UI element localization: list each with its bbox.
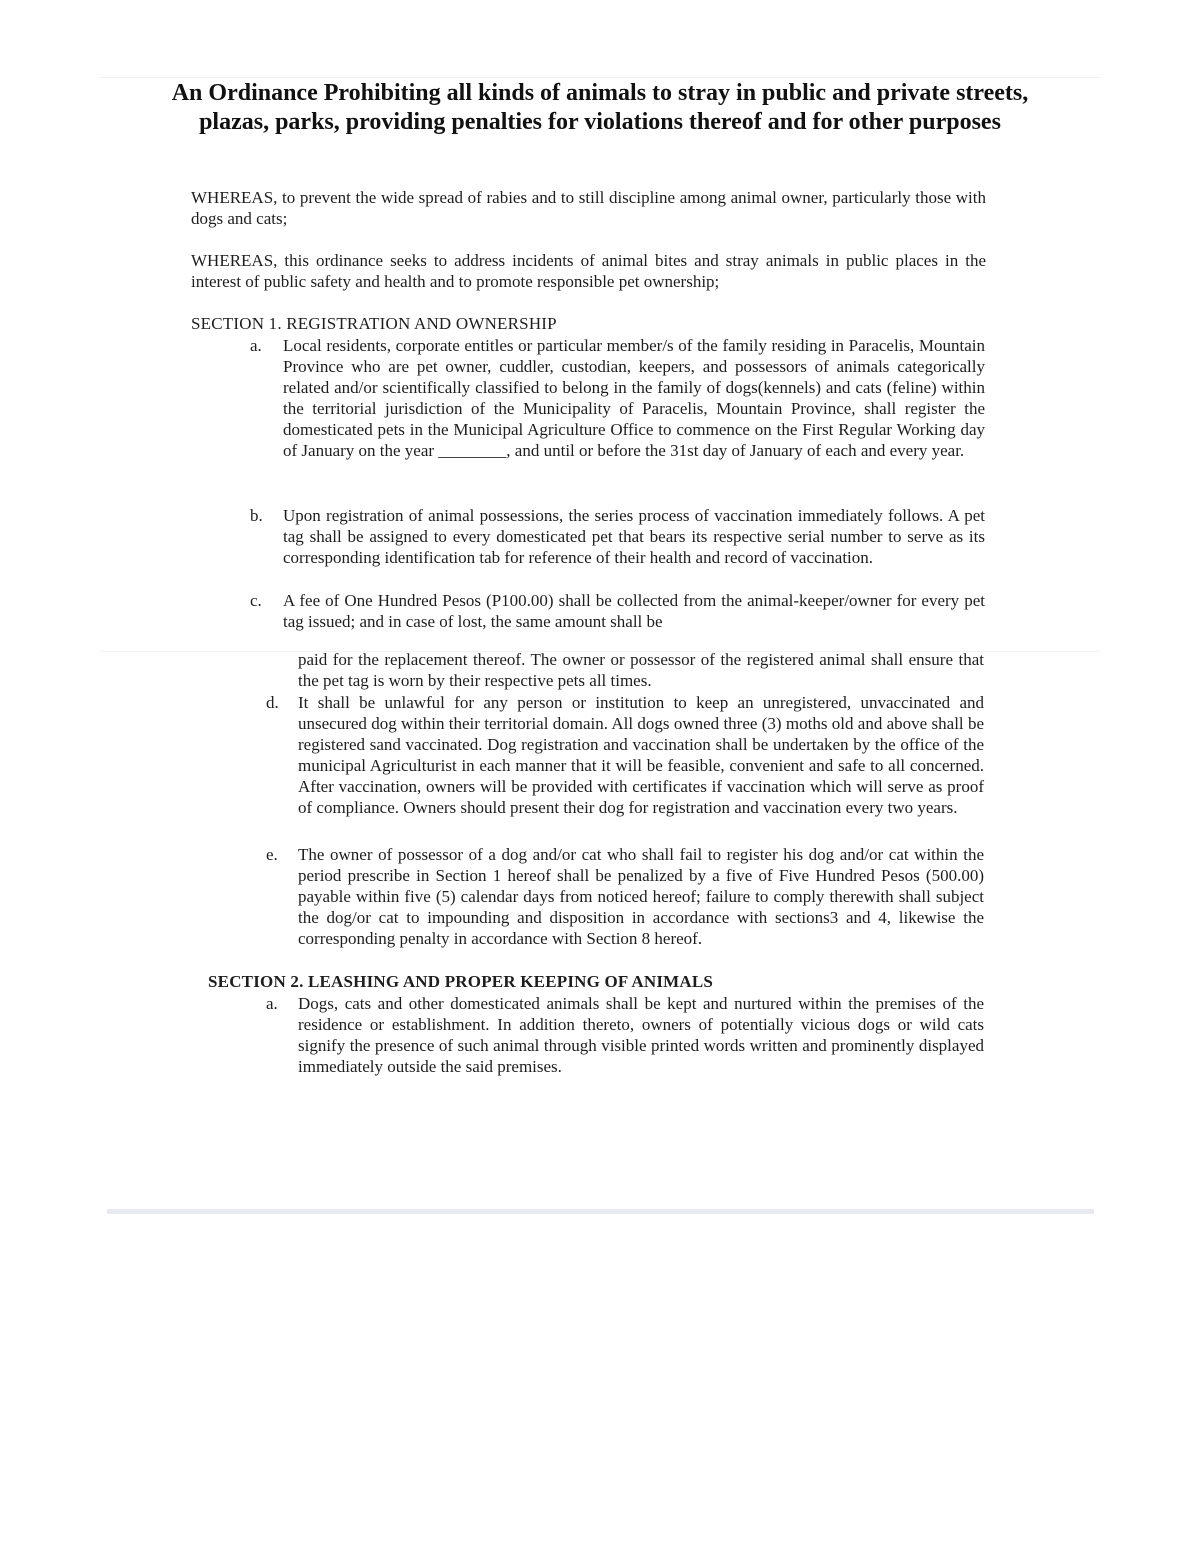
list-marker: a. xyxy=(266,994,278,1013)
list-marker: e. xyxy=(266,845,278,864)
whereas-clause-1: WHEREAS, to prevent the wide spread of rabies and to still discipline among animal owner, particularly those with dogs and cats; xyxy=(191,188,986,228)
list-marker: a. xyxy=(250,336,262,355)
list-marker: b. xyxy=(250,506,263,525)
list-marker: d. xyxy=(266,693,279,712)
list-marker: c. xyxy=(250,591,262,610)
section-2-heading: SECTION 2. LEASHING AND PROPER KEEPING OF ANIMALS xyxy=(208,972,714,991)
list-item-text: Local residents, corporate entitles or particular member/s of the family residing in Paracelis, Mountain Province who are pet owner, cuddler, custodian, keepers, and possessors of animals categorically related and/or scientifically classified to belong in the family of dogs(kennels) and cats (feline) within the territorial jurisdiction of the Municipality of Paracelis, Mountain Province, shall register the domesticated pets in the Municipal Agriculture Office to commence on the First Regular Working day of January on the year ________, and until or before the 31st day of January of each and every year. xyxy=(283,336,985,460)
list-item-text: It shall be unlawful for any person or institution to keep an unregistered, unvaccinated and unsecured dog within their territorial domain. All dogs owned three (3) moths old and above shall be registered sand vaccinated. Dog registration and vaccination shall be undertaken by the office of the municipal Agriculturist in each manner that it will be feasible, convenient and safe to all concerned. After vaccination, owners will be provided with certificates if vaccination which will serve as proof of compliance. Owners should present their dog for registration and vaccination every two years. xyxy=(298,693,984,817)
list-item-text: Dogs, cats and other domesticated animals shall be kept and nurtured within the premises of the residence or establishment. In addition thereto, owners of potentially vicious dogs or wild cats signify the presence of such animal through visible printed words written and prominently displayed immediately outside the said premises. xyxy=(298,994,984,1076)
ordinance-title: An Ordinance Prohibiting all kinds of animals to stray in public and private streets, plazas, parks, providing penalties for violations thereof and for other purposes xyxy=(171,80,1029,135)
section-1-heading: SECTION 1. REGISTRATION AND OWNERSHIP xyxy=(191,314,557,333)
list-item-text: Upon registration of animal possessions, the series process of vaccination immediately follows. A pet tag shall be assigned to every domesticated pet that bears its respective serial number to serve as its corresponding identification tab for reference of their health and record of vaccination. xyxy=(283,506,985,567)
page-bottom-divider xyxy=(107,1209,1094,1214)
page-1-body xyxy=(0,0,1200,636)
list-item-text: The owner of possessor of a dog and/or cat who shall fail to register his dog and/or cat within the period prescribe in Section 1 hereof shall be penalized by a five of Five Hundred Pesos (500.00) payable within five (5) calendar days from noticed hereof; failure to comply therewith shall subject the dog/or cat to impounding and disposition in accordance with sections3 and 4, likewise the corresponding penalty in accordance with Section 8 hereof. xyxy=(298,845,984,948)
whereas-clause-2: WHEREAS, this ordinance seeks to address incidents of animal bites and stray animals in public places in the interest of public safety and health and to promote responsible pet ownership; xyxy=(191,251,986,291)
list-item-text: paid for the replacement thereof. The owner or possessor of the registered animal shall ensure that the pet tag is worn by their respective pets all times. xyxy=(298,650,984,690)
list-item-text: A fee of One Hundred Pesos (P100.00) shall be collected from the animal-keeper/owner for every pet tag issued; and in case of lost, the same amount shall be xyxy=(283,591,985,631)
